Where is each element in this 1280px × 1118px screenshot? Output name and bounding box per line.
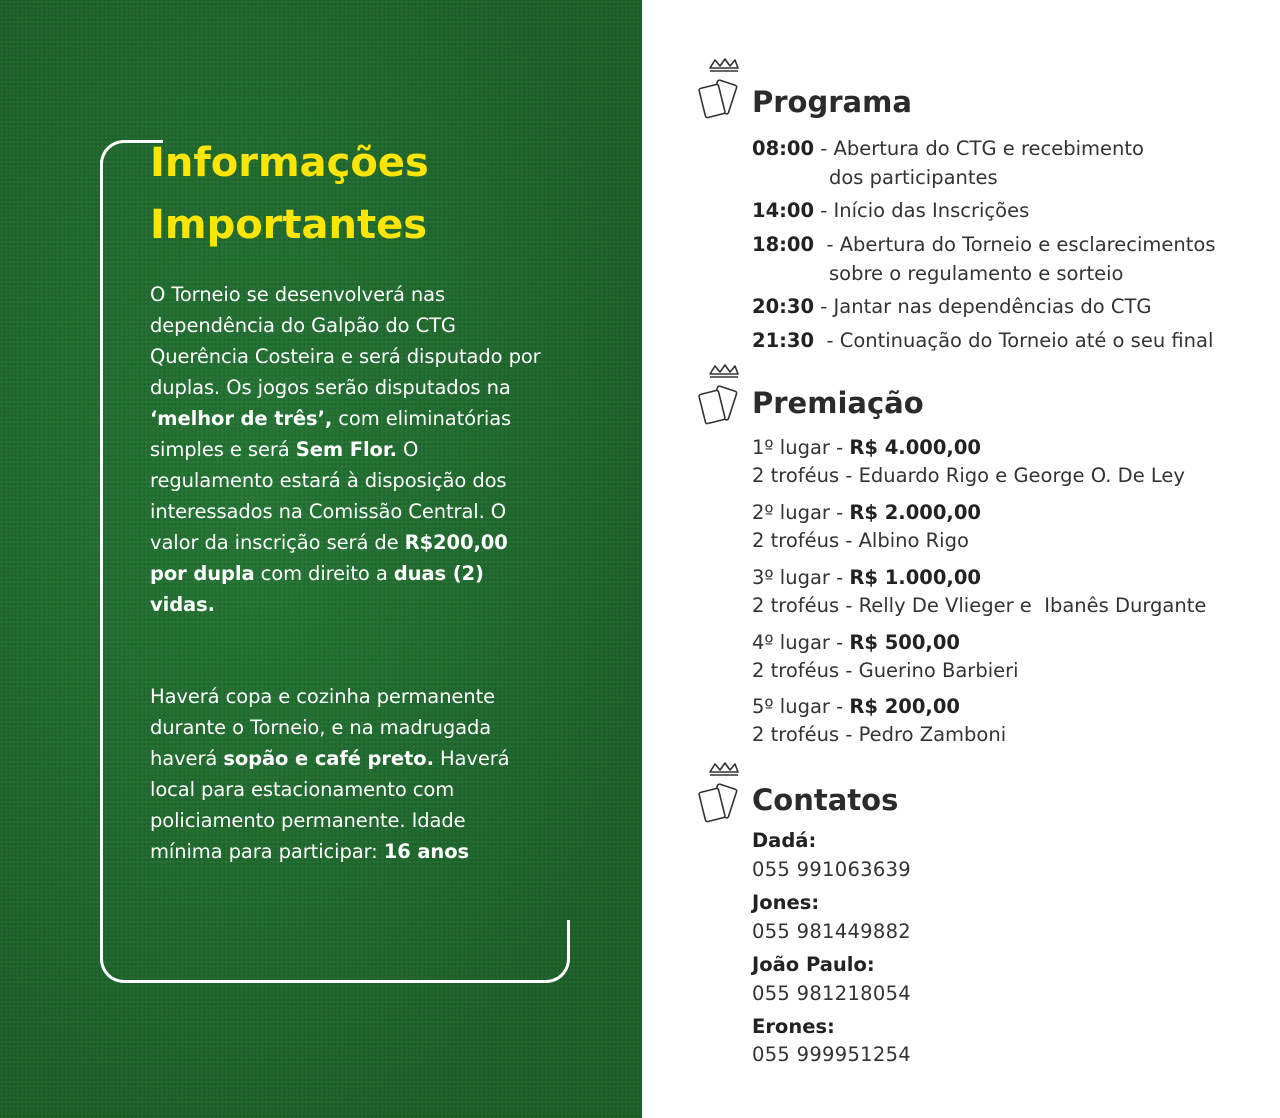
info-text-run: Haverá copa e cozinha permanente durante o Torneio, e na madrugada haverá [150,685,496,770]
info-text-run: com direito a [254,562,394,585]
programa-item [752,326,1252,355]
prize-trophies: 2 troféus - Guerino Barbieri [752,659,1019,682]
prize-amount: R$ 2.000,00 [849,501,981,524]
info-text-run: Haverá local para estacionamento com policiamento permanente. Idade mínima para participar: [150,747,510,863]
prize-place-label: 1º lugar - [752,436,850,459]
info-paragraph-2 [150,681,542,867]
prize-trophies: 2 troféus - Eduardo Rigo e George O. De Ley [752,464,1185,487]
programa-time: 14:00 [752,199,815,222]
frame-bottom [100,920,570,983]
prize-place-label: 3º lugar - [752,566,850,589]
programa-time: 21:30 [752,329,815,352]
prize-trophies: 2 troféus - Pedro Zamboni [752,723,1007,746]
prize-place [752,499,981,527]
info-title-line1: Informações [150,140,429,186]
contact-phone[interactable]: 055 981218054 [752,982,911,1005]
crown-cards-icon [698,364,752,434]
programa-time: 18:00 [752,233,815,256]
premiacao-title: Premiação [752,386,924,420]
info-text-run: O Torneio se desenvolverá nas dependência do Galpão do CTG Querência Costeira e será disputado por duplas. Os jogos serão disputados na [150,283,541,399]
prize-amount: R$ 500,00 [849,631,960,654]
contact-name: Dadá: [752,829,817,852]
prize-place-label: 2º lugar - [752,501,850,524]
prize-trophies: 2 troféus - Relly De Vlieger e Ibanês Durgante [752,594,1207,617]
prize-place [752,629,960,657]
contact-phone[interactable]: 055 981449882 [752,920,911,943]
prize-amount: R$ 1.000,00 [849,566,981,589]
prize-amount: R$ 200,00 [849,695,960,718]
prize-place-label: 5º lugar - [752,695,850,718]
programa-item [752,134,1252,163]
prize-amount: R$ 4.000,00 [849,436,981,459]
info-text-run: com eliminatórias simples e será [150,407,512,461]
programa-item [752,292,1252,321]
info-title [150,132,570,256]
programa-text: - Abertura do Torneio e esclarecimentos [814,233,1216,256]
prize-place [752,564,981,592]
programa-text-cont: sobre o regulamento e sorteio [829,262,1124,285]
info-text-bold: duas (2) vidas. [150,562,484,616]
info-text-bold: Sem Flor. [295,438,397,461]
prize-place [752,434,981,462]
info-text-bold: ‘melhor de três’, [150,407,333,430]
contact-name: João Paulo: [752,953,875,976]
info-text-bold: sopão e café preto. [223,747,434,770]
contact-name: Jones: [752,891,820,914]
prize-place [752,693,960,721]
info-title-line2: Importantes [150,202,428,248]
crown-cards-icon [698,58,752,128]
programa-item [752,230,1252,259]
info-text-run: O regulamento estará à disposição dos interessados na Comissão Central. O valor da inscrição será de [150,438,507,554]
contatos-title: Contatos [752,783,899,817]
programa-title: Programa [752,85,912,119]
info-text-bold: 16 anos [383,840,470,863]
programa-text-cont: dos participantes [829,166,998,189]
info-paragraph-1 [150,279,542,620]
programa-item [752,196,1252,225]
contact-name: Erones: [752,1015,835,1038]
programa-text: - Jantar nas dependências do CTG [814,295,1152,318]
crown-cards-icon [698,762,752,832]
contact-phone[interactable]: 055 991063639 [752,858,911,881]
programa-text: - Continuação do Torneio até o seu final [814,329,1214,352]
programa-text: - Início das Inscrições [814,199,1030,222]
prize-place-label: 4º lugar - [752,631,850,654]
programa-time: 20:30 [752,295,815,318]
info-text-bold: R$200,00 por dupla [150,531,508,585]
programa-text: - Abertura do CTG e recebimento [814,137,1144,160]
contact-phone[interactable]: 055 999951254 [752,1043,911,1066]
programa-time: 08:00 [752,137,815,160]
prize-trophies: 2 troféus - Albino Rigo [752,529,969,552]
frame-side [100,160,103,960]
